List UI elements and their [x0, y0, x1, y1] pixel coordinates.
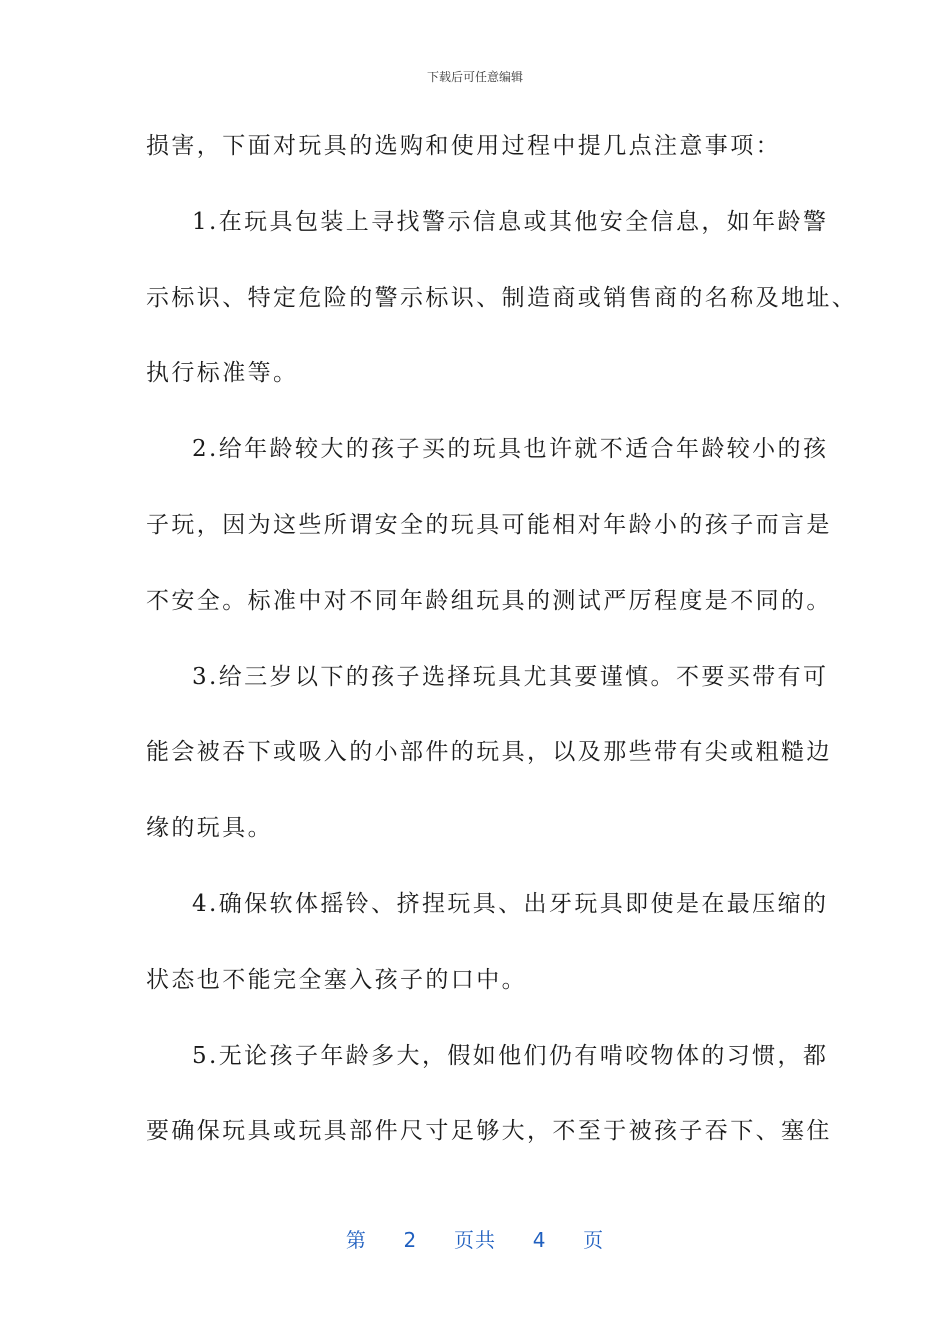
text-line: 子玩，因为这些所谓安全的玩具可能相对年龄小的孩子而言是: [146, 511, 832, 538]
text-line: 示标识、特定危险的警示标识、制造商或销售商的名称及地址、: [146, 284, 858, 311]
text-line: 损害，下面对玩具的选购和使用过程中提几点注意事项：: [146, 133, 781, 159]
text-line: 4.确保软体摇铃、挤捏玩具、出牙玩具即使是在最压缩的: [192, 890, 829, 917]
text-line: 缘的玩具。: [146, 815, 273, 842]
text-line: 能会被吞下或吸入的小部件的玩具，以及那些带有尖或粗糙边: [146, 739, 832, 766]
text-line: 5.无论孩子年龄多大，假如他们仍有啃咬物体的习惯，都: [192, 1042, 829, 1069]
total-pages-number: 4: [532, 1228, 547, 1252]
text-line: 不安全。标准中对不同年龄组玩具的测试严厉程度是不同的。: [146, 587, 832, 614]
text-line: 执行标准等。: [146, 360, 299, 387]
document-body: [146, 122, 858, 1183]
text-line: 1.在玩具包装上寻找警示信息或其他安全信息，如年龄警: [192, 208, 829, 235]
header-note: 下载后可任意编辑: [426, 70, 523, 84]
footer-prefix: 第: [345, 1228, 367, 1252]
text-line: 2.给年龄较大的孩子买的玩具也许就不适合年龄较小的孩: [192, 436, 829, 463]
footer-middle: 页共: [454, 1228, 496, 1252]
page-footer: [0, 1224, 950, 1253]
text-line: 状态也不能完全塞入孩子的口中。: [146, 966, 527, 993]
text-line: 3.给三岁以下的孩子选择玩具尤其要谨慎。不要买带有可: [192, 663, 829, 690]
current-page-number: 2: [403, 1228, 418, 1252]
footer-suffix: 页: [583, 1228, 605, 1252]
text-line: 要确保玩具或玩具部件尺寸足够大，不至于被孩子吞下、塞住: [146, 1118, 832, 1145]
